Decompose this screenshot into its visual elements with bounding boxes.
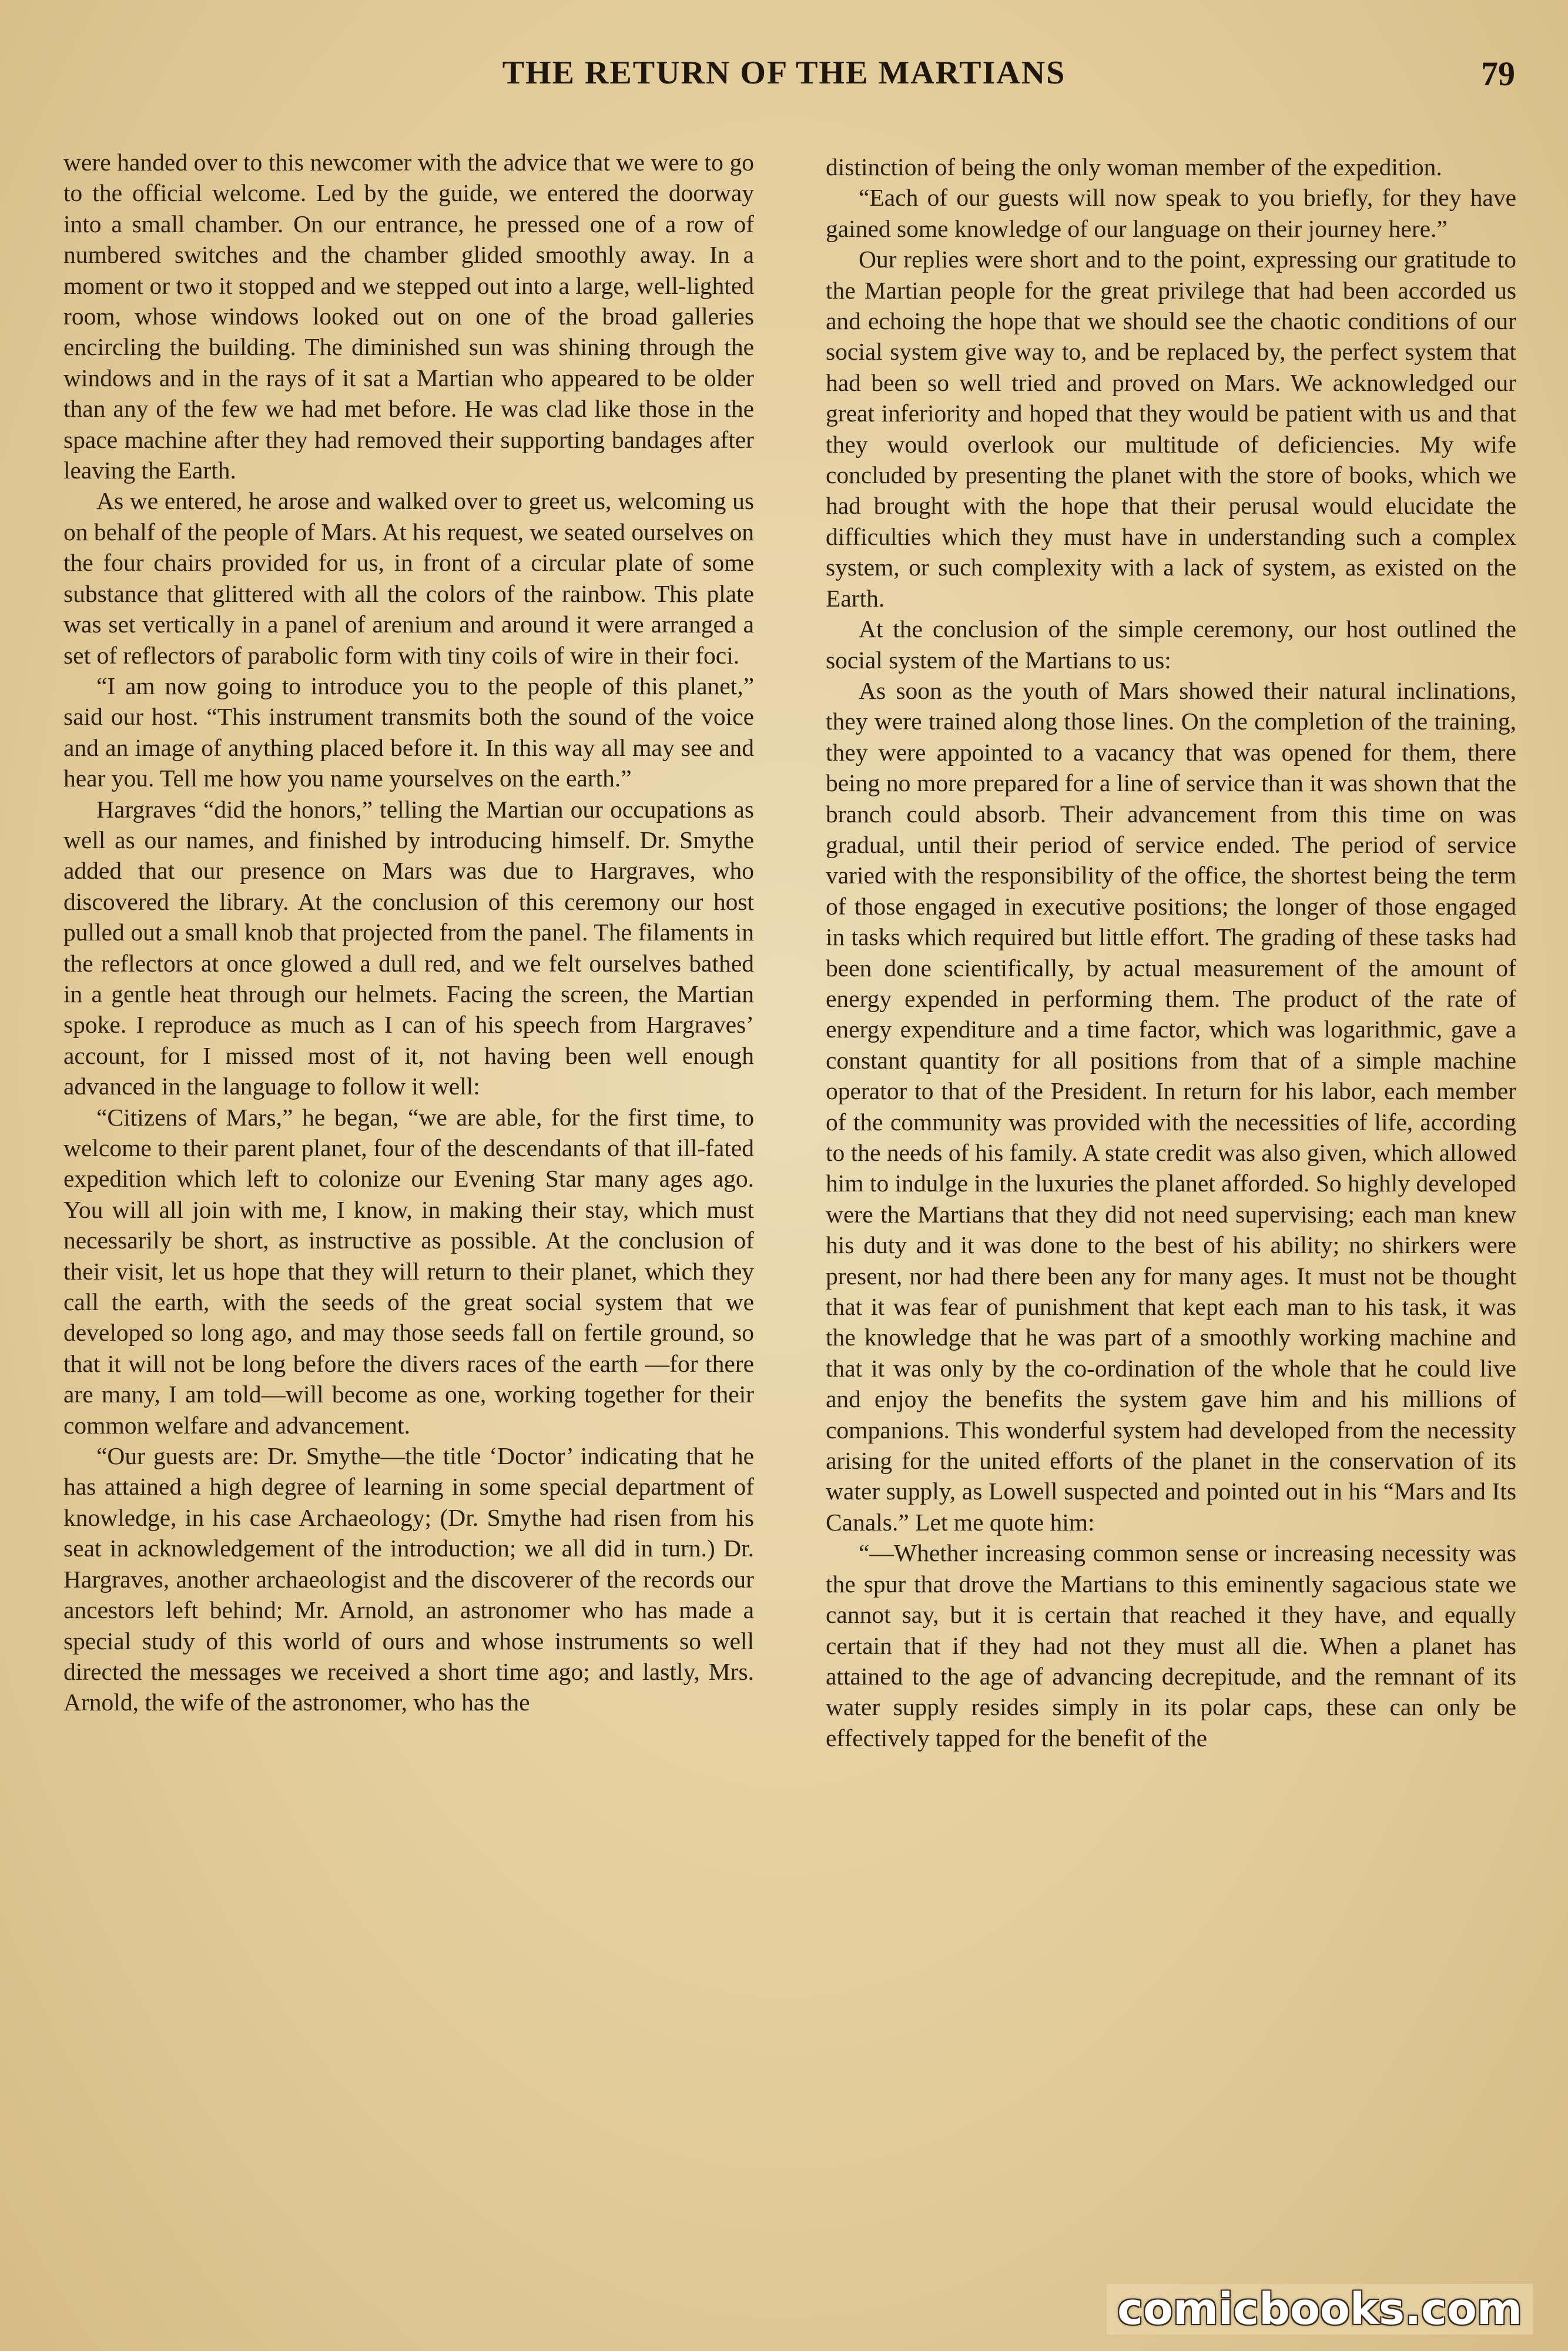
paragraph: At the conclusion of the simple ceremony, our host outlined the social system of the Martians to us: (826, 615, 1516, 674)
paragraph: were handed over to this newcomer with the advice that we were to go to the official welcome. Led by the guide, we entered the doorway into a small chamber. On our entrance, he pressed one of a row of numbered switches and the chamber glided smoothly away. In a moment or two it stopped and we stepped out into a large, well-lighted room, whose windows looked out on one of the broad galleries encircling the building. The diminished sun was shining through the windows and in the rays of it sat a Martian who appeared to be older than any of the few we had met before. He was clad like those in the space machine after they had removed their supporting bandages after leaving the Earth. (63, 149, 754, 484)
page-number: 79 (1481, 55, 1515, 93)
right-column (826, 152, 1516, 2338)
paragraph: As soon as the youth of Mars showed their natural inclinations, they were trained along those lines. On the completion of the training, they were appointed to a vacancy that was opened for them, there being no more prepared for a line of service than it was shown that the branch could absorb. Their advancement from this time on was gradual, until their period of service ended. The period of service varied with the responsibility of the office, the shortest being the term of those engaged in executive positions; the longer of those engaged in tasks which required but little effort. The grading of these tasks had been done scientifically, by actual measurement of the amount of energy expended in performing them. The product of the rate of energy expenditure and a time factor, which was logarithmic, gave a constant quantity for all positions from that of a simple machine operator to that of the President. In return for his labor, each member of the community was provided with the necessities of life, according to the needs of his family. A state credit was also given, which allowed him to indulge in the luxuries the planet afforded. So highly developed were the Martians that they did not need supervising; each man knew his duty and it was done to the best of his ability; no shirkers were present, nor had there been any for many ages. It must not be thought that it was fear of punishment that kept each man to his task, it was the knowledge that he was part of a smoothly working machine and that it was only by the co-ordination of the whole that he could live and enjoy the benefits the system gave him and his millions of companions. This wonderful system had developed from the necessity arising for the united efforts of the planet in the conservation of its water supply, as Lowell suspected and pointed out in his “Mars and Its Canals.” Let me quote him: (826, 677, 1516, 1536)
paragraph: “Our guests are: Dr. Smythe—the title ‘Doctor’ indicating that he has attained a high degree of learning in some special department of knowledge, in his case Archaeology; (Dr. Smythe had risen from his seat in acknowledgement of the introduction; we all did in turn.) Dr. Hargraves, another archaeologist and the discoverer of the records our ancestors left behind; Mr. Arnold, an astronomer who has made a special study of this world of ours and whose instruments so well directed the messages we received a short time ago; and lastly, Mrs. Arnold, the wife of the astronomer, who has the (63, 1442, 754, 1716)
paragraph: “I am now going to introduce you to the people of this planet,” said our host. “This instrument transmits both the sound of the voice and an image of anything placed before it. In this way all may see and hear you. Tell me how you name yourselves on the earth.” (63, 672, 754, 792)
paragraph: As we entered, he arose and walked over to greet us, welcoming us on behalf of the people of Mars. At his request, we seated ourselves on the four chairs provided for us, in front of a circular plate of some substance that glittered with all the colors of the rainbow. This plate was set vertically in a panel of arenium and around it were arranged a set of reflectors of parabolic form with tiny coils of wire in their foci. (63, 487, 754, 669)
site-watermark: comicbooks.com (1107, 2284, 1533, 2335)
paragraph: “—Whether increasing common sense or increasing necessity was the spur that drove the Martians to this eminently sagacious state we cannot say, but it is certain that reached it they have, and equally certain that if they had not they must all die. When a planet has attained to the age of advancing decrepitude, and the remnant of its water supply resides simply in its polar caps, these can only be effectively tapped for the benefit of the (826, 1539, 1516, 1751)
paragraph: Our replies were short and to the point, expressing our gratitude to the Martian people for the great privilege that had been accorded us and echoing the hope that we should see the chaotic conditions of our social system give way to, and be replaced by, the perfect system that had been so well tried and proved on Mars. We acknowledged our great inferiority and hoped that they would be patient with us and that they would overlook our multitude of deficiencies. My wife concluded by presenting the planet with the store of books, which we had brought with the hope that their perusal would elucidate the difficulties which they must have in understanding such a complex system, or such complexity with a lack of system, as existed on the Earth. (826, 246, 1516, 612)
left-column (63, 147, 754, 2333)
running-title: THE RETURN OF THE MARTIANS (502, 55, 1066, 91)
page-header (0, 54, 1568, 113)
paragraph: “Citizens of Mars,” he began, “we are able, for the first time, to welcome to their parent planet, four of the descendants of that ill-fated expedition which left to colonize our Evening Star many ages ago. You will all join with me, I know, in making their stay, which must necessarily be short, as instructive as possible. At the conclusion of their visit, let us hope that they will return to their planet, which they call the earth, with the seeds of the great social system that we developed so long ago, and may those seeds fall on fertile ground, so that it will not be long before the divers races of the earth —for there are many, I am told—will become as one, working together for their common welfare and advancement. (63, 1103, 754, 1439)
paragraph: Hargraves “did the honors,” telling the Martian our occupations as well as our names, and finished by introducing himself. Dr. Smythe added that our presence on Mars was due to Hargraves, who discovered the library. At the conclusion of this ceremony our host pulled out a small knob that projected from the panel. The filaments in the reflectors at once glowed a dull red, and we felt ourselves bathed in a gentle heat through our helmets. Facing the screen, the Martian spoke. I reproduce as much as I can of his speech from Hargraves’ account, for I missed most of it, not having been well enough advanced in the language to follow it well: (63, 795, 754, 1100)
paragraph: distinction of being the only woman member of the expedition. (826, 153, 1442, 180)
paragraph: “Each of our guests will now speak to you briefly, for they have gained some knowledge of our language on their journey here.” (826, 184, 1516, 242)
